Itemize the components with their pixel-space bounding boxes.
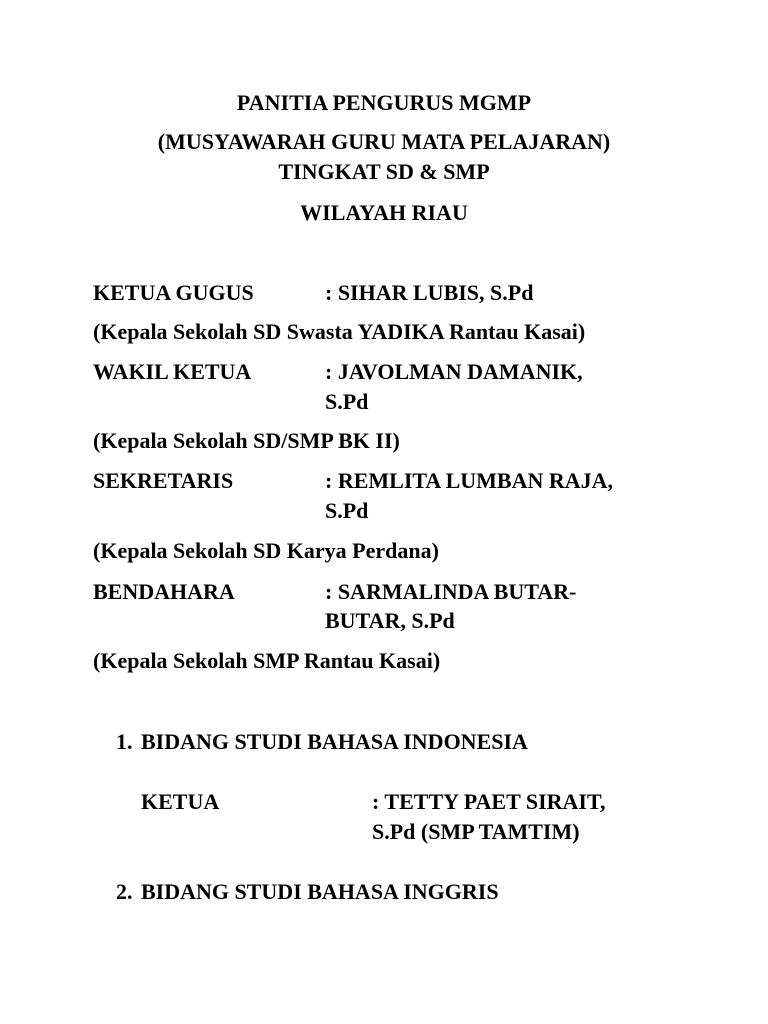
- officer-role: KETUA GUGUS: [93, 280, 254, 305]
- officer-role: BENDAHARA: [93, 579, 235, 604]
- officer-school: (Kepala Sekolah SD Karya Perdana): [93, 538, 439, 563]
- officer-name-cont: S.Pd: [325, 389, 369, 414]
- subject-title: BIDANG STUDI BAHASA INGGRIS: [141, 879, 499, 904]
- officer-name: : REMLITA LUMBAN RAJA,: [325, 468, 614, 493]
- subject-role: KETUA: [141, 789, 220, 814]
- subject-name-cont: S.Pd (SMP TAMTIM): [372, 819, 580, 844]
- officer-school: (Kepala Sekolah SD/SMP BK II): [93, 428, 400, 453]
- doc-subtitle: (MUSYAWARAH GURU MATA PELAJARAN): [157, 129, 611, 154]
- doc-title: PANITIA PENGURUS MGMP: [236, 90, 532, 115]
- officer-name-cont: BUTAR, S.Pd: [325, 608, 455, 633]
- officer-school: (Kepala Sekolah SMP Rantau Kasai): [93, 648, 441, 673]
- subject-name: : TETTY PAET SIRAIT,: [372, 789, 606, 814]
- officer-name: : JAVOLMAN DAMANIK,: [325, 359, 583, 384]
- officer-name: : SIHAR LUBIS, S.Pd: [325, 280, 534, 305]
- officer-name-cont: S.Pd: [325, 498, 369, 523]
- officer-school: (Kepala Sekolah SD Swasta YADIKA Rantau Kasai): [93, 319, 586, 344]
- subject-number: 2.: [116, 879, 133, 904]
- doc-region: WILAYAH RIAU: [300, 200, 468, 225]
- officer-name: : SARMALINDA BUTAR-: [325, 579, 577, 604]
- subject-number: 1.: [116, 729, 133, 754]
- officer-role: WAKIL KETUA: [93, 359, 252, 384]
- doc-level: TINGKAT SD & SMP: [278, 159, 490, 184]
- subject-title: BIDANG STUDI BAHASA INDONESIA: [141, 729, 528, 754]
- officer-role: SEKRETARIS: [93, 468, 234, 493]
